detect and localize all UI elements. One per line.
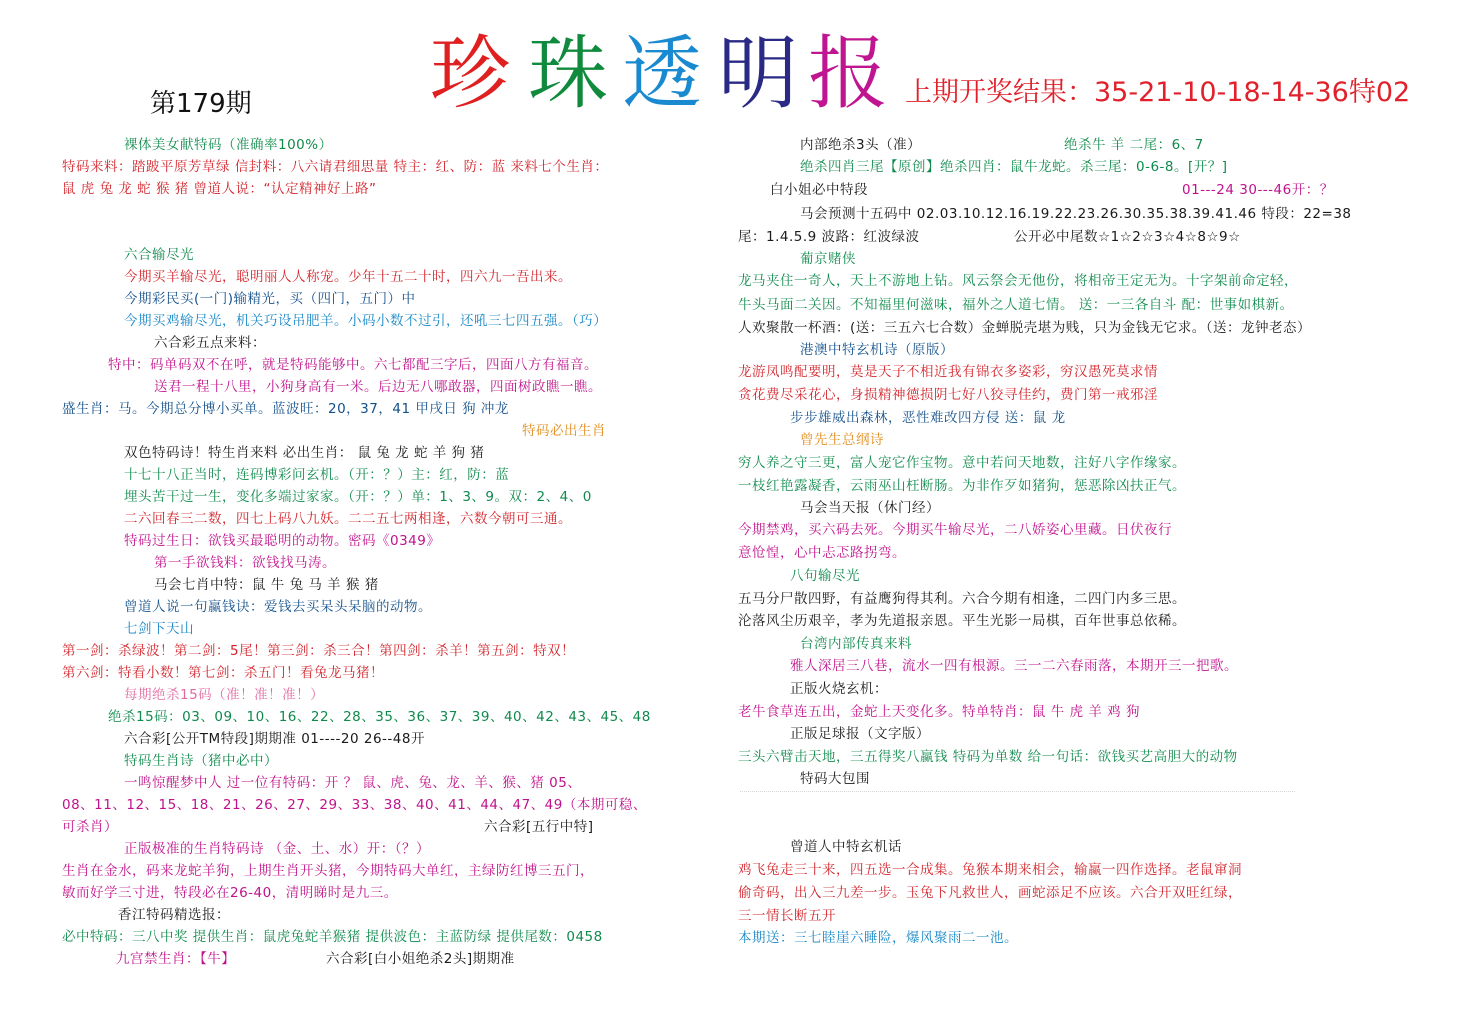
title-char-1: 珍 bbox=[430, 27, 510, 120]
left-line: 六合彩[五行中特] bbox=[484, 819, 594, 835]
title-char-2: 珠 bbox=[528, 27, 608, 120]
left-line: 绝杀15码：03、09、10、16、22、28、35、36、37、39、40、42、43、45、48 bbox=[108, 709, 651, 725]
right-line: 意怆惶，心中忐忑路拐弯。 bbox=[738, 545, 906, 561]
right-line: 偷奇码，出入三九差一步。玉兔下凡救世人，画蛇添足不应该。六合开双旺红绿， bbox=[738, 885, 1242, 901]
left-line: 双色特码诗！特生肖来料 必出生肖： 鼠 兔 龙 蛇 羊 狗 猪 bbox=[124, 445, 485, 461]
title-char-5: 报 bbox=[808, 27, 888, 120]
right-line: 穷人养之守三更，富人宠它作宝物。意中若问天地数，注好八字作缘家。 bbox=[738, 455, 1186, 471]
title-char-3: 透 bbox=[622, 27, 702, 120]
left-line: 曾道人说一句赢钱诀：爱钱去买呆头呆脑的动物。 bbox=[124, 599, 432, 615]
left-line: 十七十八正当时，连码博彩问玄机。（开：？）主：红，防：蓝 bbox=[124, 467, 510, 483]
right-line: 一枝红艳露凝香，云雨巫山枉断肠。为非作歹如猪狗，惩恶除凶扶正气。 bbox=[738, 478, 1186, 494]
left-line: 每期绝杀15码（准！准！准！） bbox=[124, 687, 325, 703]
left-line: 盛生肖：马。今期总分博小买单。蓝波旺：20，37，41 甲戌日 狗 冲龙 bbox=[62, 401, 509, 417]
right-line: 雅人深居三八巷，流水一四有根源。三一二六春雨落，本期开三一把歌。 bbox=[790, 658, 1238, 674]
right-line: 今期禁鸡，买六码去死。今期买牛输尽光，二八娇姿心里藏。日伏夜行 bbox=[738, 522, 1172, 538]
right-line: 特码大包围 bbox=[800, 771, 870, 787]
left-line: 今期彩民买(一门)输精光，买（四门，五门）中 bbox=[124, 291, 416, 307]
right-line: 步步雄威出森林，恶性难改四方侵 送：鼠 龙 bbox=[790, 410, 1066, 426]
left-line: 七剑下天山 bbox=[124, 621, 194, 637]
left-line: 特码过生日：欲钱买最聪明的动物。密码《0349》 bbox=[124, 533, 441, 549]
right-line: 马会当天报（休门经） bbox=[800, 500, 940, 516]
left-line: 马会七肖中特：鼠 牛 兔 马 羊 猴 猪 bbox=[154, 577, 379, 593]
left-line: 特码必出生肖 bbox=[522, 423, 606, 439]
right-line: 本期送：三七睦崖六睡险，爆风聚雨二一池。 bbox=[738, 930, 1018, 946]
left-line: 六合输尽光 bbox=[124, 247, 194, 263]
left-line: 六合彩五点来料： bbox=[154, 335, 266, 351]
right-line: 曾先生总纲诗 bbox=[800, 432, 884, 448]
right-line: 正版足球报（文字版） bbox=[790, 726, 930, 742]
left-line: 08、11、12、15、18、21、26、27、29、33、38、40、41、44、47、49（本期可稳、 bbox=[62, 797, 647, 813]
right-line: 葡京赌侠 bbox=[800, 251, 856, 267]
left-line: 九宫禁生肖：【牛】 bbox=[116, 951, 236, 967]
left-line: 送君一程十八里，小狗身高有一米。后边无八哪敢器，四面树政瞧一瞧。 bbox=[154, 379, 602, 395]
left-line: 可杀肖） bbox=[62, 819, 118, 835]
divider bbox=[740, 791, 1295, 792]
right-line: 三头六臂击天地，三五得奖八赢钱 特码为单数 给一句话：欲钱买艺高胆大的动物 bbox=[738, 749, 1238, 765]
right-line: 牛头马面二关因。不知福里何滋味，福外之人道七情。 送：一三各自斗 配：世事如棋新。 bbox=[738, 297, 1294, 313]
right-line: 白小姐必中特段 bbox=[770, 182, 868, 198]
right-line: 鸡飞兔走三十来，四五选一合成集。兔猴本期来相会，输赢一四作选择。老鼠窜洞 bbox=[738, 862, 1242, 878]
left-line: 香江特码精选报： bbox=[118, 907, 230, 923]
right-line: 沦落风尘历艰辛，孝为先道报亲恩。平生光影一局棋，百年世事总依稀。 bbox=[738, 613, 1186, 629]
right-line: 尾：1.4.5.9 波路：红波绿波 bbox=[738, 229, 920, 245]
right-line: 马会预测十五码中 02.03.10.12.16.19.22.23.26.30.35.38.39.41.46 特段：22=38 bbox=[800, 206, 1352, 222]
left-line: 第一剑：杀绿波！第二剑：5尾！第三剑：杀三合！第四剑：杀羊！第五剑：特双！ bbox=[62, 643, 576, 659]
left-line: 六合彩[白小姐绝杀2头]期期准 bbox=[326, 951, 515, 967]
title-char-4: 明 bbox=[718, 27, 798, 120]
left-line: 生肖在金水，码来龙蛇羊狗，上期生肖开头猪，今期特码大单红，主绿防红博三五门， bbox=[62, 863, 594, 879]
right-line: 绝杀牛 羊 二尾：6、7 bbox=[1064, 137, 1204, 153]
right-line: 台湾内部传真来料 bbox=[800, 636, 912, 652]
left-line: 今期买羊输尽光，聪明丽人人称宠。少年十五二十时，四六九一吾出来。 bbox=[124, 269, 572, 285]
right-line: 内部绝杀3头（准） bbox=[800, 137, 922, 153]
left-line: 埋头苦干过一生，变化多端过家家。（开：？）单：1、3、9。双：2、4、0 bbox=[124, 489, 592, 505]
right-line: 曾道人中特玄机话 bbox=[790, 839, 902, 855]
left-line: 裸体美女献特码（准确率100%） bbox=[124, 137, 333, 153]
right-line: 八句输尽光 bbox=[790, 568, 860, 584]
right-line: 人欢聚散一杯酒：(送：三五六七合数）金蝉脱壳堪为贱，只为金钱无它求。（送：龙钟老态） bbox=[738, 320, 1312, 336]
right-line: 绝杀四肖三尾【原创】绝杀四肖：鼠牛龙蛇。杀三尾：0-6-8。[开？] bbox=[800, 159, 1228, 175]
right-line: 公开必中尾数☆1☆2☆3☆4☆8☆9☆ bbox=[1014, 229, 1241, 245]
right-line: 港澳中特玄机诗（原版） bbox=[800, 342, 954, 358]
left-line: 必中特码：三八中奖 提供生肖：鼠虎兔蛇羊猴猪 提供波色：主蓝防绿 提供尾数：0458 bbox=[62, 929, 603, 945]
left-line: 第一手欲钱料：欲钱找马涛。 bbox=[154, 555, 336, 571]
left-line: 正版极准的生肖特码诗 （金、土、水）开：（？） bbox=[124, 841, 431, 857]
right-line: 龙马夹住一奇人，天上不游地上钻。风云祭会无他份，将相帝王定无为。十字架前命定轻， bbox=[738, 273, 1298, 289]
right-line: 贪花费尽采花心，身损精神德损阴七好八狡寻佳约，费门第一戒邪淫 bbox=[738, 387, 1158, 403]
left-line: 特码生肖诗（猪中必中） bbox=[124, 753, 278, 769]
last-result: 上期开奖结果：35-21-10-18-14-36特02 bbox=[905, 77, 1411, 108]
right-line: 龙游凤鸣配要明，莫是天子不相近我有锦衣多姿彩，穷汉愚死莫求情 bbox=[738, 364, 1158, 380]
left-line: 一鸣惊醒梦中人 过一位有特码：开 ？ 鼠、虎、兔、龙、羊、猴、猪 05、 bbox=[124, 775, 582, 791]
left-line: 今期买鸡输尽光，机关巧设吊肥羊。小码小数不过引，还吼三七四五强。（巧） bbox=[124, 313, 608, 329]
left-line: 第六剑：特看小数！第七剑：杀五门！看兔龙马猪！ bbox=[62, 665, 384, 681]
left-line: 鼠 虎 兔 龙 蛇 猴 猪 曾道人说：“认定精神好上路” bbox=[62, 181, 377, 197]
left-line: 敏而好学三寸进，特段必在26-40，清明睇时是九三。 bbox=[62, 885, 398, 901]
left-line: 特码来料：踏跛平原芳草绿 信封料：八六请君细思量 特主：红、防：蓝 来料七个生肖： bbox=[62, 159, 609, 175]
left-line: 二六回春三二数，四七上码八九妖。二二五七两相逢，六数今朝可三通。 bbox=[124, 511, 572, 527]
issue-number: 第179期 bbox=[150, 89, 252, 119]
left-line: 特中：码单码双不在呼，就是特码能够中。六七都配三字后，四面八方有福音。 bbox=[108, 357, 598, 373]
right-line: 正版火烧玄机： bbox=[790, 681, 888, 697]
right-line: 三一情长断五开 bbox=[738, 908, 836, 924]
right-line: 老牛食草连五出，金蛇上天变化多。特单特肖：鼠 牛 虎 羊 鸡 狗 bbox=[738, 704, 1140, 720]
right-line: 五马分尸散四野，有益鹰狗得其利。六合今期有相逢，二四门内多三思。 bbox=[738, 591, 1186, 607]
right-line: 01---24 30---46开：？ bbox=[1182, 182, 1334, 198]
left-line: 六合彩[公开TM特段]期期准 01----20 26--48开 bbox=[124, 731, 425, 747]
